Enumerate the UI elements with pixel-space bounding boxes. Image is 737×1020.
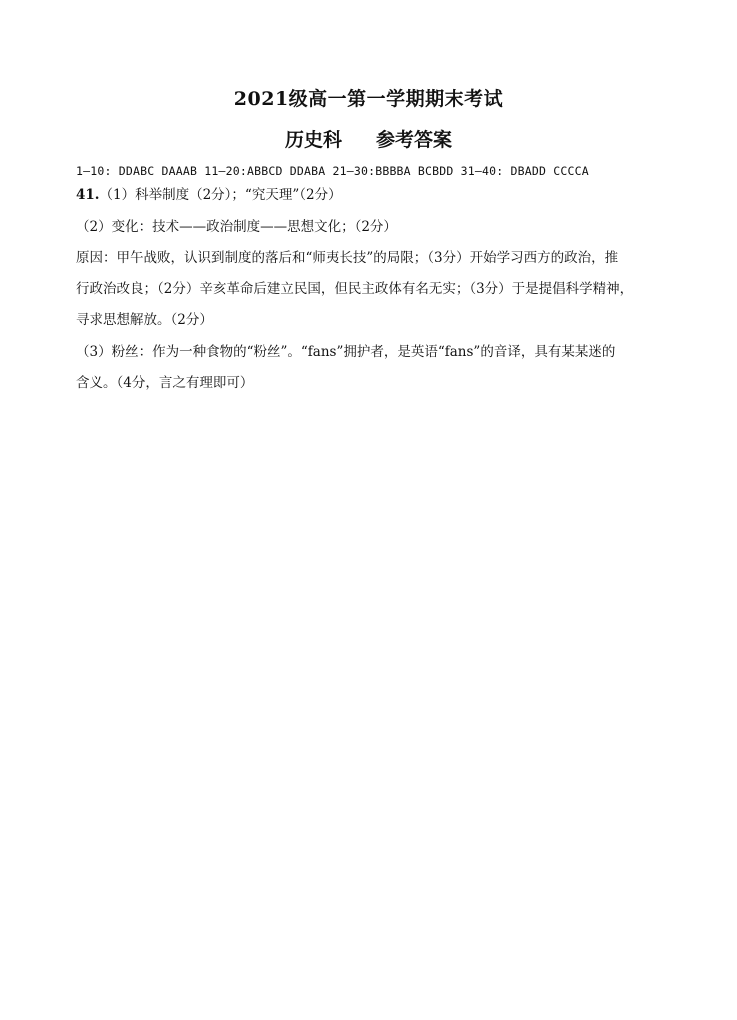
answer-key-label: 参考答案 [376,129,453,151]
question-41-part3-line-1: （3）粉丝：作为一种食物的“粉丝”。“fans”拥护者，是英语“fans”的音译，具有某某迷的 [76,344,616,360]
exam-subtitle [0,125,737,152]
choice-answers-line: 1—10: DDABC DAAAB 11—20:ABBCD DDABA 21—30:BBBBA BCBDD 31—40: DBADD CCCCA [76,164,589,178]
question-41-part1-text: （1）科举制度（2分）；“究天理”（2分） [99,187,342,203]
question-41-part2: （2）变化：技术——政治制度——思想文化；（2分） [76,219,397,235]
question-41-number: 41. [76,187,100,203]
subject-label: 历史科 [284,129,342,151]
reason-line-3: 寻求思想解放。（2分） [76,312,213,328]
exam-title: 2021级高一第一学期期末考试 [233,88,504,110]
question-41-part1 [76,185,342,205]
reason-line-2: 行政治改良；（2分）辛亥革命后建立民国，但民主政体有名无实；（3分）于是提倡科学精神， [76,281,634,297]
reason-line-1: 原因：甲午战败，认识到制度的落后和“师夷长技”的局限；（3分）开始学习西方的政治，推 [76,250,619,266]
question-41-part3-line-2: 含义。（4分，言之有理即可） [76,375,254,391]
